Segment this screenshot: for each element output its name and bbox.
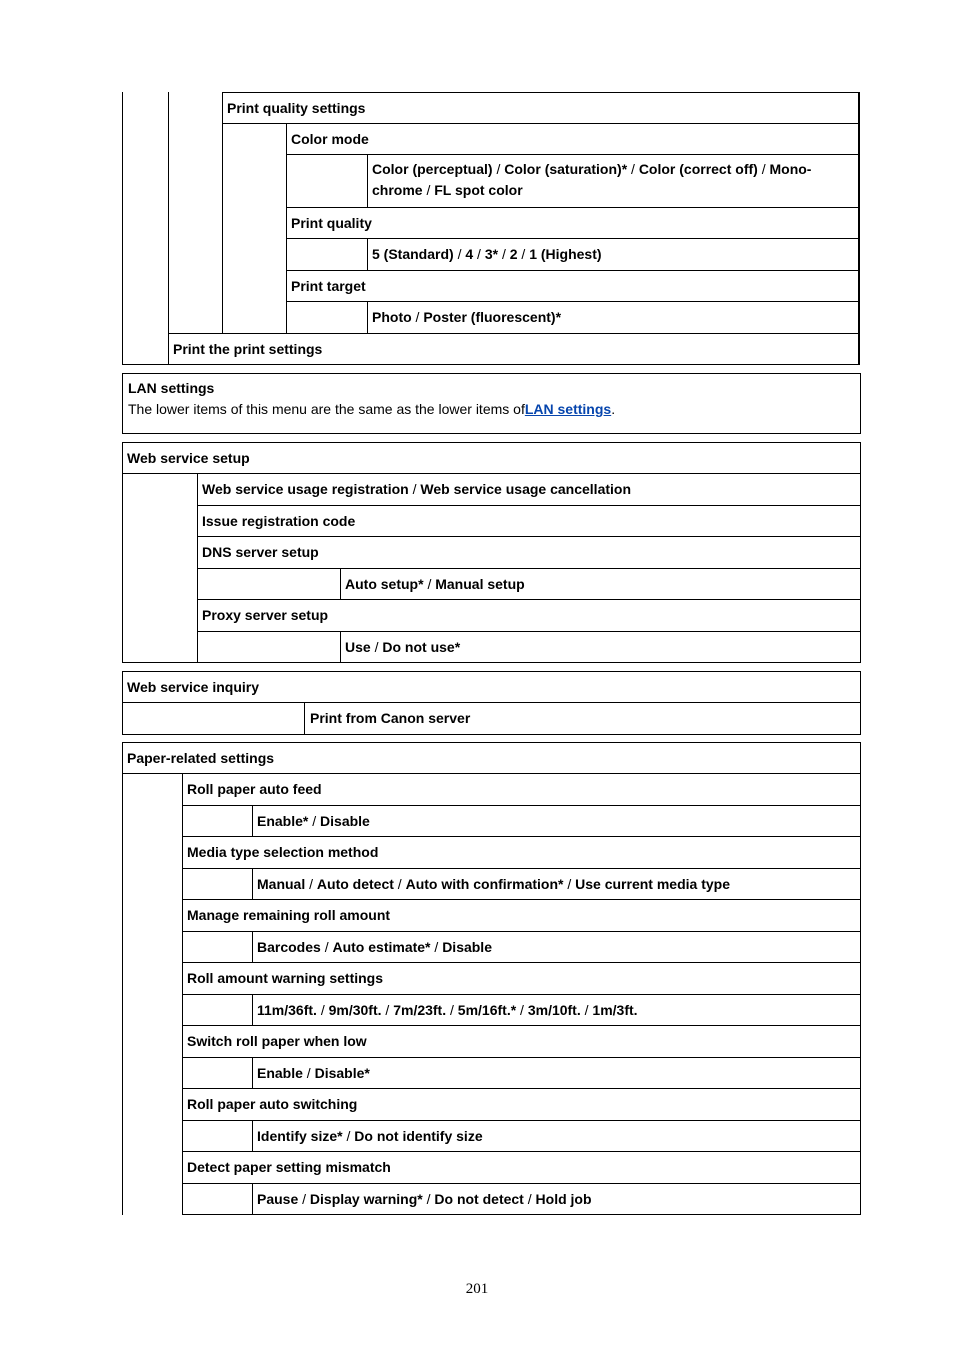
print-target-label: Print target [291,277,366,294]
print-target-options: Photo / Poster (fluorescent)* [372,309,562,325]
color-mode-options: Color (perceptual) / Color (saturation)* / Color (correct off) / Mono- chrome / FL spot color [372,161,812,198]
table-border-inner [222,92,223,333]
roll-amount-warning-label: Roll amount warning settings [187,970,384,986]
media-type-selection-options: Manual / Auto detect / Auto with confirmation* / Use current media type [257,875,730,892]
web-service-setup-title: Web service setup [127,449,250,466]
table-border-right [860,742,861,1215]
proxy-server-setup-label: Proxy server setup [202,607,329,623]
dns-server-setup-label: DNS server setup [202,544,319,560]
table-border-left [122,742,123,1215]
lan-settings-box [122,373,861,434]
switch-roll-paper-options: Enable / Disable* [257,1064,370,1081]
roll-paper-auto-switching-options: Identify size* / Do not identify size [257,1127,483,1144]
rule [182,1214,861,1215]
color-mode-label: Color mode [291,130,369,147]
web-service-inquiry-title: Web service inquiry [127,678,260,695]
issue-registration-code: Issue registration code [202,512,356,529]
detect-paper-mismatch-options: Pause / Display warning* / Do not detect / Hold job [257,1190,592,1207]
print-from-canon-server: Print from Canon server [310,710,471,726]
proxy-server-setup-options: Use / Do not use* [345,638,461,655]
lan-settings-title: LAN settings [128,380,215,396]
print-quality-settings-heading: Print quality settings [227,99,366,116]
print-quality-label: Print quality [291,214,372,231]
detect-paper-mismatch-label: Detect paper setting mismatch [187,1159,391,1175]
print-quality-options: 5 (Standard) / 4 / 3* / 2 / 1 (Highest) [372,246,602,262]
dns-server-setup-options: Auto setup* / Manual setup [345,575,525,592]
lan-settings-link[interactable]: LAN settings [524,401,612,417]
table-border-bottom [122,364,860,365]
paper-settings-title: Paper-related settings [127,749,275,766]
print-the-print-settings: Print the print settings [173,340,323,357]
media-type-selection-label: Media type selection method [187,844,379,860]
page-number: 201 [465,1281,489,1297]
web-service-usage-row: Web service usage registration / Web service usage cancellation [202,481,632,497]
table-border-inner [168,92,169,365]
switch-roll-paper-label: Switch roll paper when low [187,1033,367,1049]
roll-amount-warning-options: 11m/36ft. / 9m/30ft. / 7m/23ft. / 5m/16ft.* / 3m/10ft. / 1m/3ft. [257,1001,638,1018]
table-border-right [858,92,860,365]
lan-settings-description: The lower items of this menu are the same as the lower items of LAN settings . [123,399,615,420]
roll-paper-auto-feed-options: Enable* / Disable [257,812,370,829]
table-border-left [122,92,123,365]
roll-paper-auto-switching-label: Roll paper auto switching [187,1096,358,1112]
manage-remaining-roll-options: Barcodes / Auto estimate* / Disable [257,938,492,955]
roll-paper-auto-feed-label: Roll paper auto feed [187,781,322,797]
manage-remaining-roll-label: Manage remaining roll amount [187,907,391,923]
